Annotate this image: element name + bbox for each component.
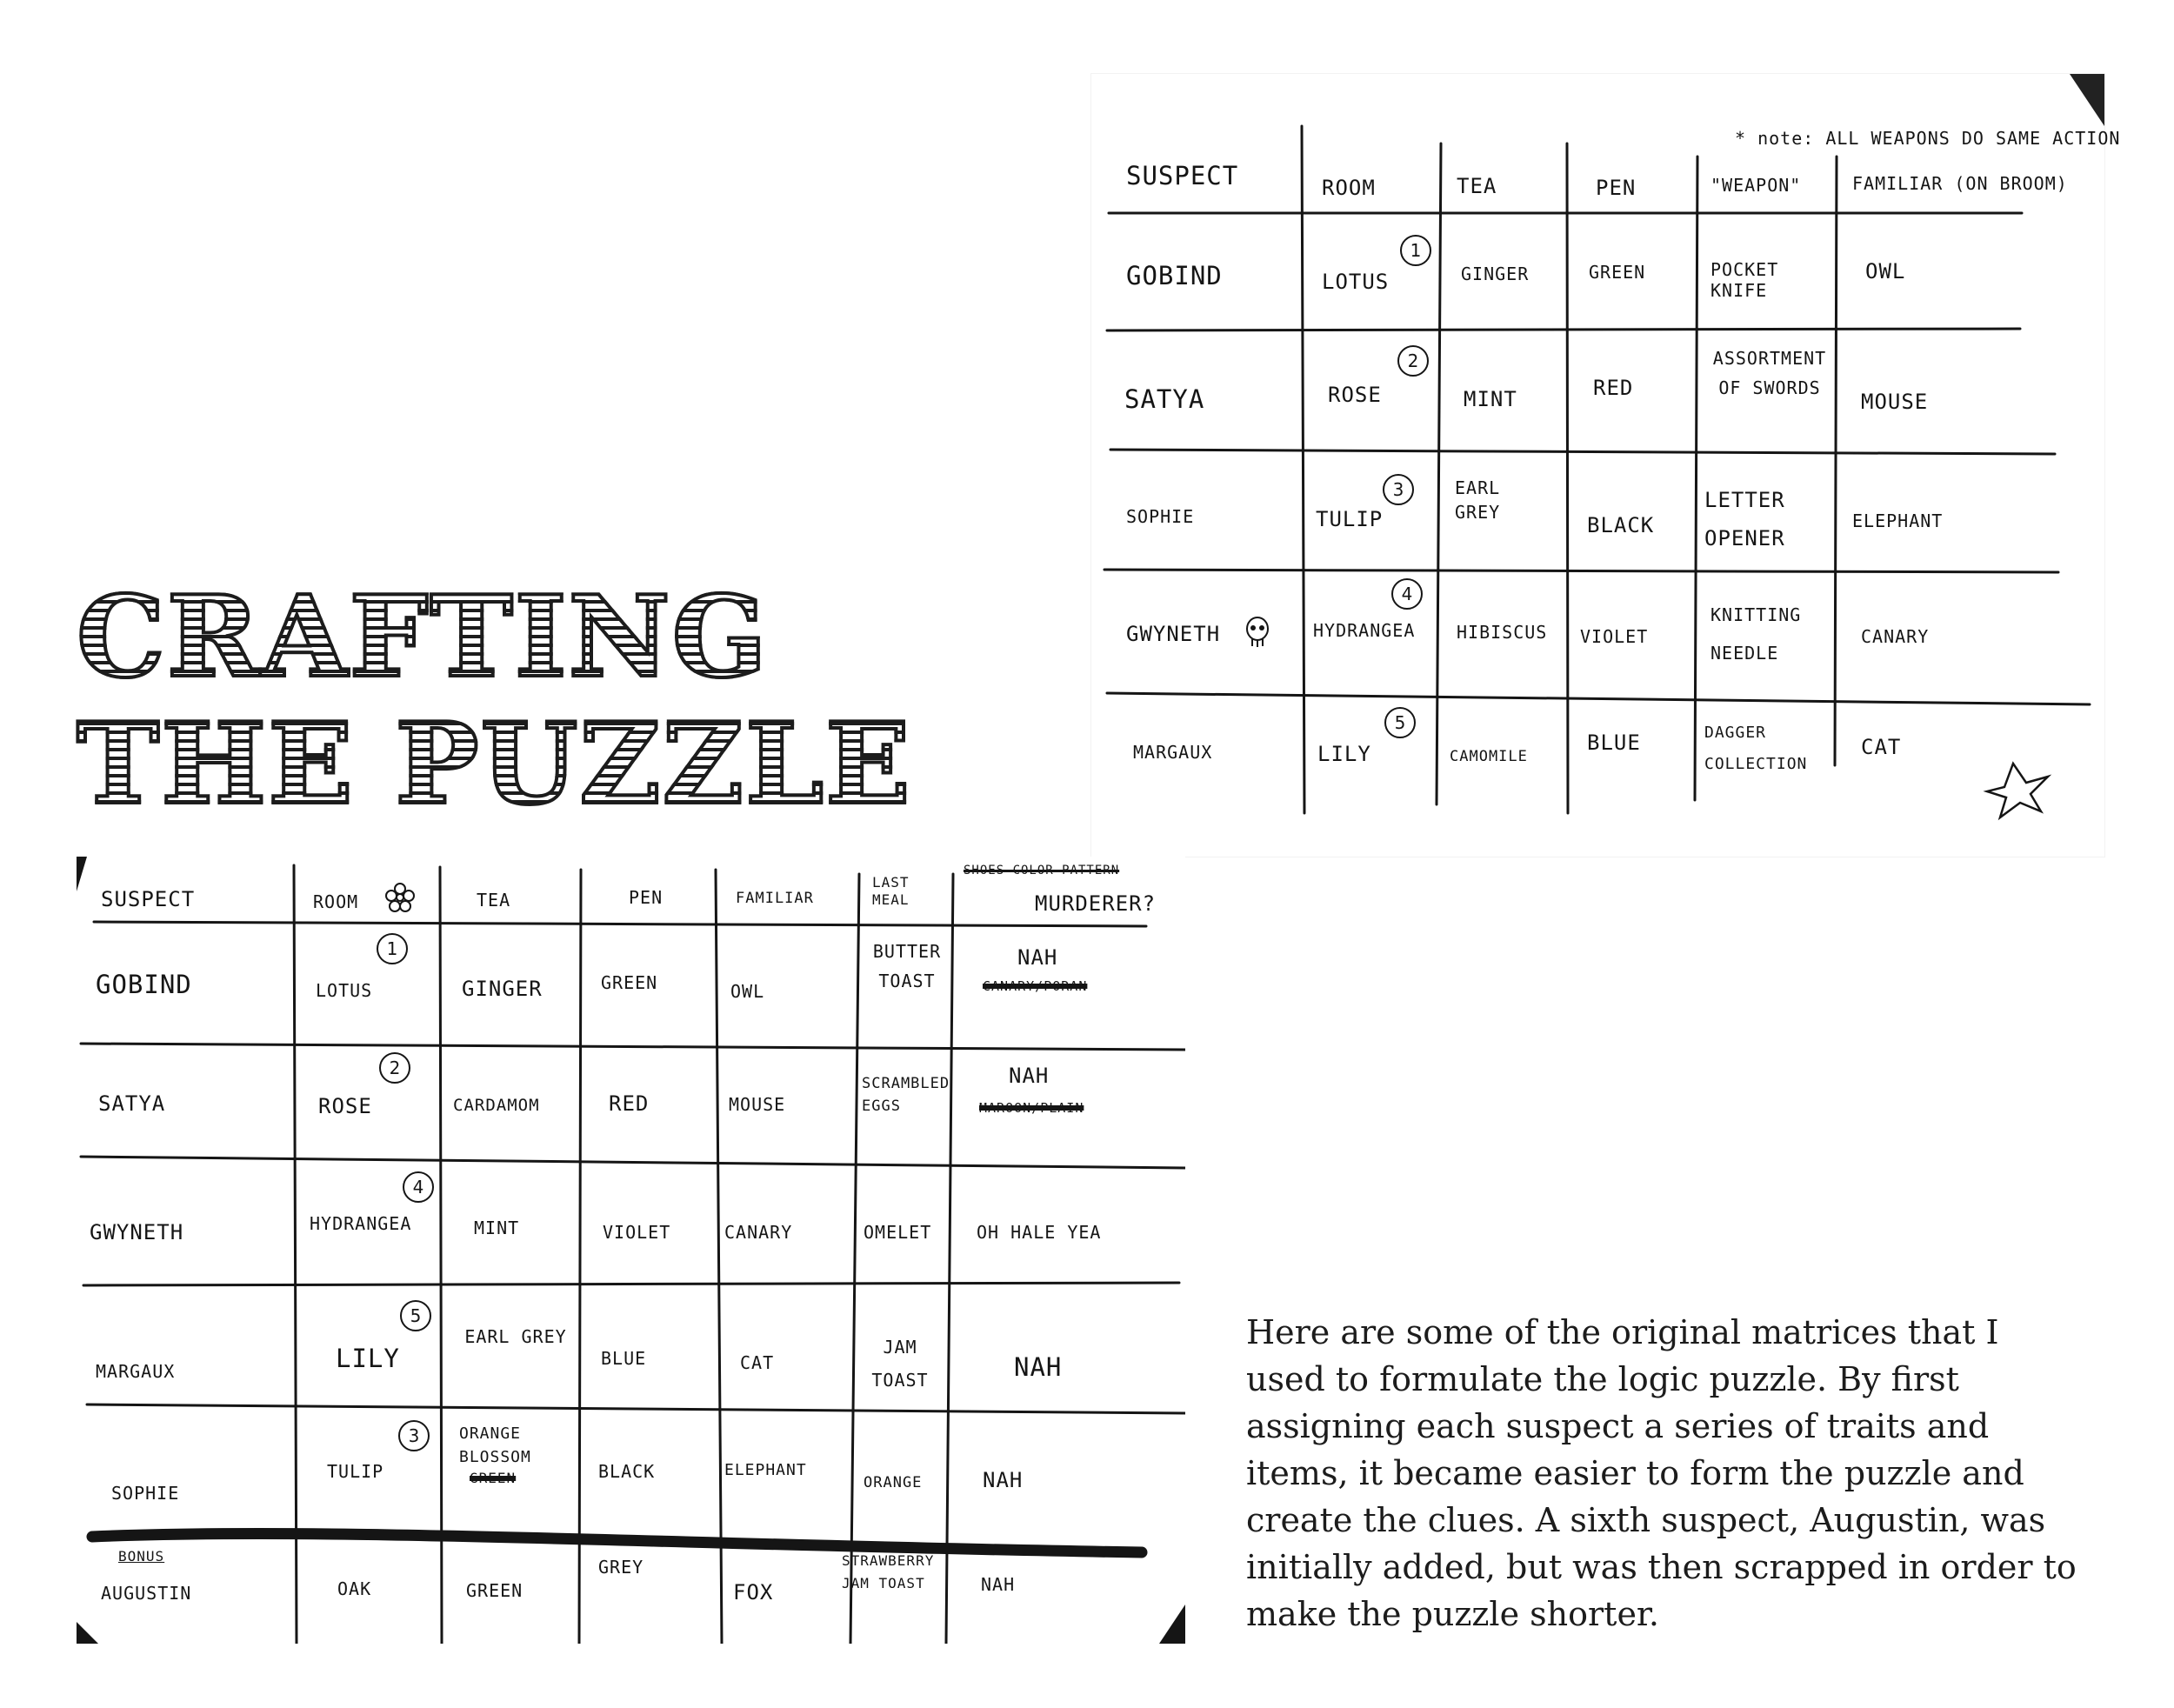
skull-icon — [1244, 615, 1271, 650]
familiar-cell: MOUSE — [1861, 390, 1929, 414]
bonus-divider — [92, 1533, 1142, 1552]
familiar-cell: CANARY — [724, 1222, 793, 1243]
room-number: 4 — [1391, 578, 1423, 610]
tea-cell: ORANGE BLOSSOM — [459, 1424, 531, 1466]
murderer-cell: NAH — [1014, 1352, 1063, 1382]
header-tea: TEA — [477, 890, 511, 911]
room-number: 4 — [403, 1171, 434, 1203]
room-cell: HYDRANGEA — [310, 1213, 412, 1234]
pen-cell: RED — [1593, 376, 1634, 400]
pen-cell: BLUE — [1587, 731, 1641, 755]
header-pen: PEN — [1596, 176, 1637, 200]
header-familiar: FAMILIAR (ON BROOM) — [1852, 173, 2068, 194]
familiar-cell: CAT — [1861, 735, 1902, 759]
pen-cell: VIOLET — [603, 1222, 671, 1243]
last-meal-cell: BUTTER TOAST — [872, 941, 942, 991]
room-cell: TULIP — [1316, 507, 1384, 531]
last-meal-cell: OMELET — [864, 1222, 932, 1243]
room-number: 5 — [400, 1300, 431, 1331]
tea-cell: EARL GREY — [1455, 477, 1501, 523]
last-meal-cell: STRAWBERRY JAM TOAST — [842, 1552, 935, 1591]
room-cell: LOTUS — [316, 980, 373, 1001]
last-meal-cell: ORANGE — [864, 1474, 923, 1491]
header-suspect: SUSPECT — [101, 887, 196, 911]
suspect-satya: SATYA — [98, 1091, 166, 1116]
suspect-satya: SATYA — [1124, 384, 1205, 414]
matrix-sheet-murderer — [77, 857, 1185, 1644]
header-room: ROOM — [313, 891, 359, 912]
pen-cell: VIOLET — [1580, 626, 1649, 647]
familiar-cell: CAT — [740, 1352, 775, 1373]
murderer-cell: OH HALE YEA — [977, 1222, 1102, 1243]
tea-cell: MINT — [474, 1218, 520, 1238]
weapon-cell: ASSORTMENT OF SWORDS — [1712, 348, 1827, 398]
suspect-margaux: MARGAUX — [1133, 742, 1213, 763]
room-number: 2 — [379, 1052, 410, 1084]
struck-shoes: CANARY/PORAN — [983, 978, 1088, 994]
room-number: 1 — [1400, 235, 1431, 266]
room-cell: LOTUS — [1322, 270, 1390, 294]
familiar-cell: ELEPHANT — [1852, 510, 1944, 531]
room-number: 2 — [1397, 345, 1429, 377]
room-cell: HYDRANGEA — [1313, 620, 1416, 641]
pen-cell: BLACK — [598, 1461, 656, 1482]
pen-cell: GREEN — [1589, 262, 1646, 283]
tea-cell: CAMOMILE — [1450, 748, 1528, 765]
tea-cell: GINGER — [462, 977, 543, 1001]
room-number: 5 — [1384, 707, 1416, 738]
header-last-meal: LAST MEAL — [872, 874, 910, 908]
bonus-label: BONUS — [118, 1548, 165, 1565]
tea-cell: GREEN — [466, 1580, 523, 1601]
room-number: 1 — [377, 933, 408, 964]
familiar-cell: FOX — [733, 1580, 774, 1605]
murderer-cell: NAH — [981, 1574, 1016, 1595]
last-meal-cell: SCRAMBLED EGGS — [862, 1075, 950, 1115]
struck-shoes: MAROON/PLAIN — [979, 1100, 1084, 1116]
flower-icon — [385, 883, 415, 912]
tea-cell: CARDAMOM — [453, 1096, 540, 1115]
paper-corner-dark — [2070, 74, 2104, 126]
room-number: 3 — [398, 1420, 430, 1451]
header-familiar: FAMILIAR — [736, 890, 814, 907]
pen-cell: GREEN — [601, 972, 658, 993]
last-meal-cell: JAM TOAST — [871, 1337, 929, 1391]
title-line-1: CRAFTING — [77, 572, 769, 703]
room-cell: LILY — [336, 1344, 400, 1373]
suspect-gobind: GOBIND — [96, 970, 192, 999]
suspect-gwyneth: GWYNETH — [1126, 622, 1221, 646]
header-tea: TEA — [1457, 174, 1497, 198]
header-weapon: "WEAPON" — [1711, 175, 1802, 196]
room-number: 3 — [1383, 474, 1414, 505]
suspect-augustin: AUGUSTIN — [101, 1583, 192, 1604]
room-cell: ROSE — [318, 1094, 372, 1118]
struck-tea: GREEN — [470, 1470, 517, 1486]
room-cell: LILY — [1317, 742, 1371, 766]
tea-cell: MINT — [1464, 387, 1517, 411]
caption-paragraph: Here are some of the original matrices that I used to formulate the logic puzzle. By first assigning each suspect a series of traits and items, it became easier to form the puzzle and create the clues. A sixth suspect, Augustin, was initially added, but was then scrapped in order to make the puzzle shorter. — [1246, 1313, 2077, 1633]
tea-cell: EARL GREY — [464, 1326, 567, 1347]
title-line-2: THE PUZZLE — [77, 699, 912, 830]
header-room: ROOM — [1322, 176, 1376, 200]
matrix-sheet-weapons — [1091, 74, 2121, 857]
pen-cell: RED — [609, 1091, 650, 1116]
familiar-cell: MOUSE — [729, 1094, 786, 1115]
room-cell: TULIP — [327, 1461, 384, 1482]
familiar-cell: ELEPHANT — [724, 1461, 807, 1479]
tea-cell: GINGER — [1461, 264, 1530, 284]
pen-cell: BLUE — [601, 1348, 647, 1369]
murderer-cell: NAH — [1009, 1064, 1050, 1088]
room-cell: OAK — [337, 1578, 372, 1599]
weapon-cell: DAGGER COLLECTION — [1704, 724, 1808, 773]
suspect-margaux: MARGAUX — [96, 1361, 176, 1382]
murderer-cell: NAH — [1017, 945, 1058, 970]
familiar-cell: CANARY — [1861, 626, 1930, 647]
pen-cell: GREY — [598, 1557, 644, 1578]
header-suspect: SUSPECT — [1126, 161, 1239, 190]
suspect-sophie: SOPHIE — [1126, 506, 1195, 527]
murderer-cell: NAH — [983, 1468, 1024, 1492]
tea-cell: HIBISCUS — [1457, 622, 1548, 643]
weapon-cell: KNITTING NEEDLE — [1711, 604, 1802, 664]
room-cell: ROSE — [1328, 383, 1382, 407]
header-struck-out: SHOES COLOR PATTERN — [964, 864, 1120, 877]
familiar-cell: OWL — [1865, 259, 1906, 284]
suspect-sophie: SOPHIE — [111, 1483, 180, 1504]
weapon-cell: POCKET KNIFE — [1711, 259, 1779, 301]
header-murderer: MURDERER? — [1035, 891, 1157, 916]
page-title — [77, 574, 912, 828]
pen-cell: BLACK — [1587, 513, 1655, 537]
weapons-note: * note: ALL WEAPONS DO SAME ACTION — [1735, 128, 2121, 149]
weapon-cell: LETTER OPENER — [1704, 488, 1785, 550]
header-pen: PEN — [629, 887, 664, 908]
star-doodle — [1987, 764, 2048, 817]
familiar-cell: OWL — [730, 981, 765, 1002]
suspect-gobind: GOBIND — [1126, 261, 1223, 290]
suspect-gwyneth: GWYNETH — [90, 1220, 184, 1244]
